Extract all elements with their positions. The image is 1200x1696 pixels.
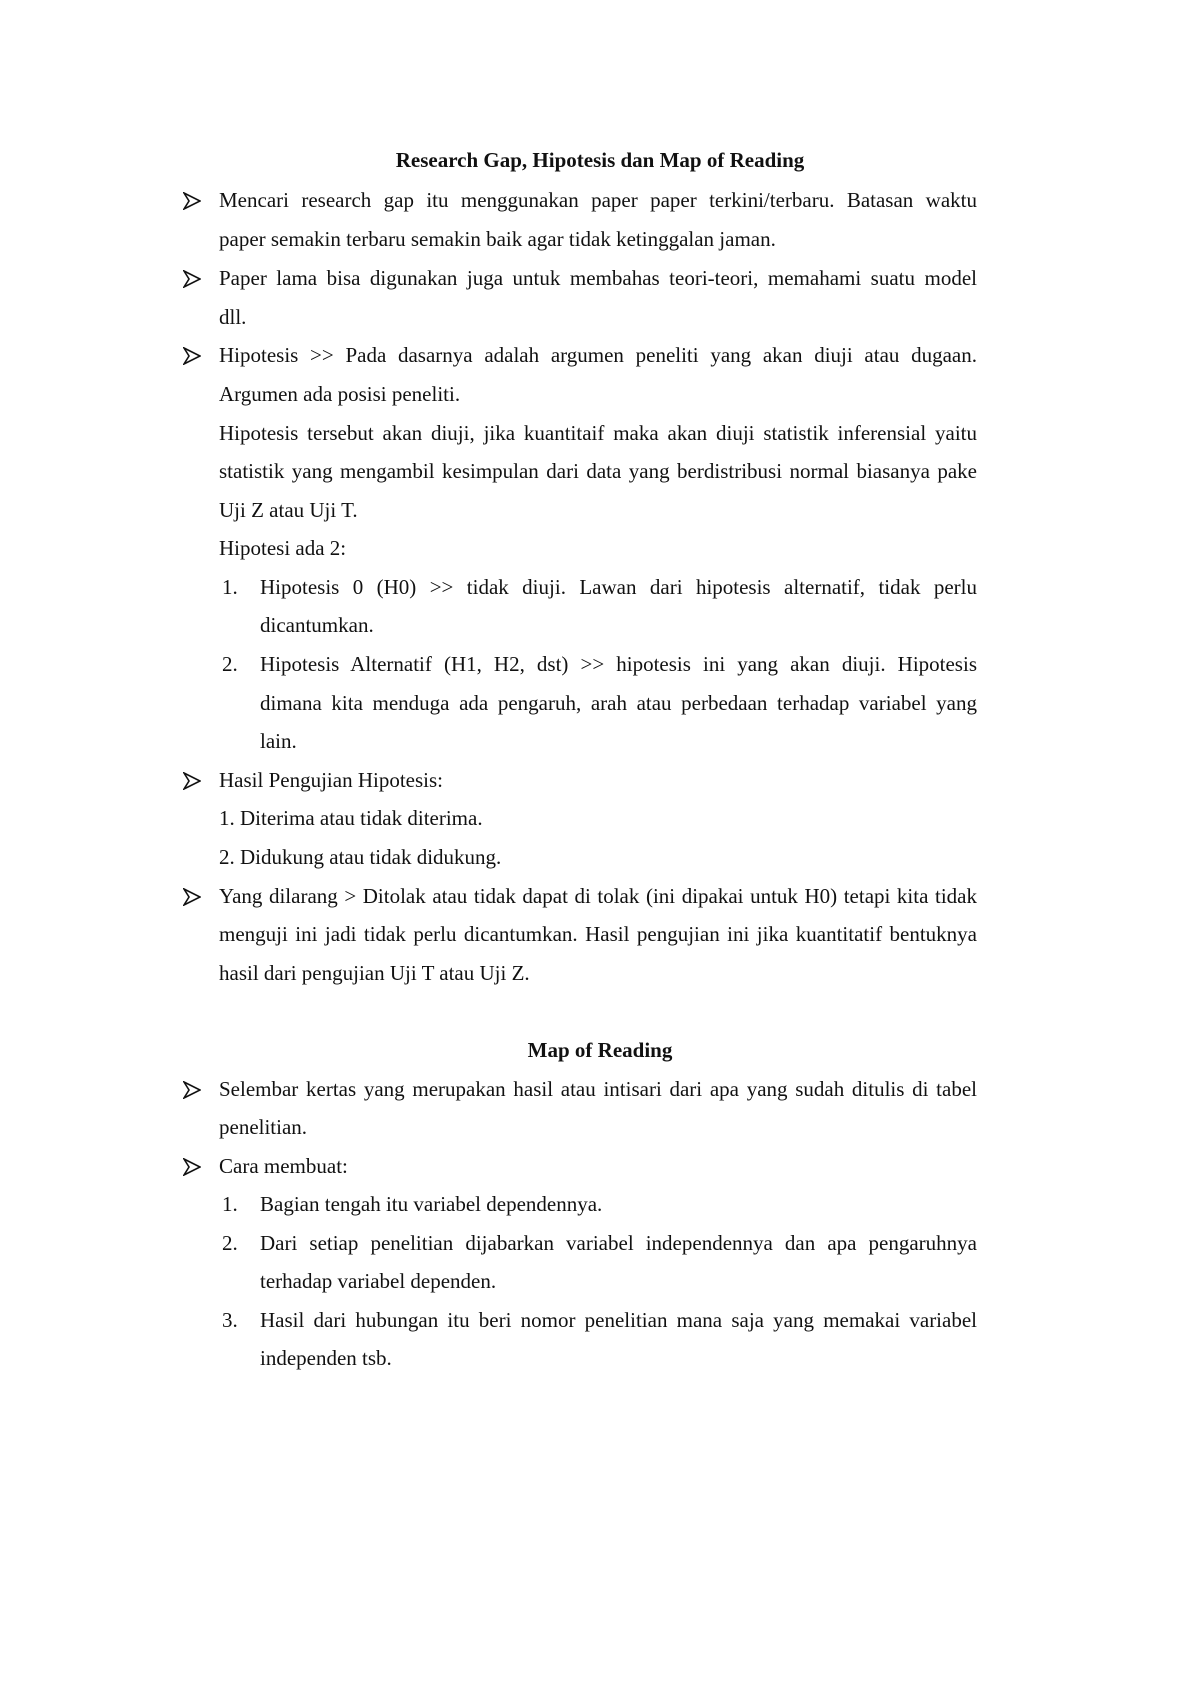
paragraph-line: Hasil Pengujian Hipotesis: [219, 768, 443, 792]
list-item-line: Hasil dari hubungan itu beri nomor penelitian mana saja yang memakai variabel [260, 1308, 977, 1332]
paragraph-line: hasil dari pengujian Uji T atau Uji Z. [219, 961, 530, 985]
list-number: 1. [222, 1192, 238, 1216]
paragraph-line: dll. [219, 305, 247, 329]
list-item-line: terhadap variabel dependen. [260, 1269, 497, 1293]
list-item-line: Hipotesis Alternatif (H1, H2, dst) >> hipotesis ini yang akan diuji. Hipotesis [260, 652, 977, 676]
paragraph-line: menguji ini jadi tidak perlu dicantumkan. Hasil pengujian ini jika kuantitatif bentuknya [219, 922, 977, 946]
list-number: 3. [222, 1308, 238, 1332]
arrow-bullet-icon [183, 270, 201, 288]
paragraph-line: Yang dilarang > Ditolak atau tidak dapat di tolak (ini dipakai untuk H0) tetapi kita tidak [219, 884, 977, 908]
list-number: 2. [222, 1231, 238, 1255]
arrow-bullet-icon [183, 888, 201, 906]
paragraph-line: penelitian. [219, 1115, 308, 1139]
list-item-line: dicantumkan. [260, 613, 374, 637]
arrow-bullet-icon [183, 192, 201, 210]
arrow-bullet-icon [183, 772, 201, 790]
paragraph-line: Hipotesis >> Pada dasarnya adalah argumen peneliti yang akan diuji atau dugaan. [219, 343, 977, 367]
list-item-line: Bagian tengah itu variabel dependennya. [260, 1192, 603, 1216]
list-number: 2. [222, 652, 238, 676]
list-item-line: 1. Diterima atau tidak diterima. [219, 806, 483, 830]
arrow-bullet-icon [183, 1158, 201, 1176]
paragraph-line: Paper lama bisa digunakan juga untuk membahas teori-teori, memahami suatu model [219, 266, 977, 290]
list-item-line: Dari setiap penelitian dijabarkan variabel independennya dan apa pengaruhnya [260, 1231, 977, 1255]
arrow-bullet-icon [183, 347, 201, 365]
list-item-line: Hipotesis 0 (H0) >> tidak diuji. Lawan dari hipotesis alternatif, tidak perlu [260, 575, 977, 599]
list-item-line: dimana kita menduga ada pengaruh, arah atau perbedaan terhadap variabel yang [260, 691, 977, 715]
arrow-bullet-icon [183, 1081, 201, 1099]
page-title: Research Gap, Hipotesis dan Map of Reading [395, 148, 805, 172]
paragraph-line: Cara membuat: [219, 1154, 348, 1178]
paragraph-line: statistik yang mengambil kesimpulan dari data yang berdistribusi normal biasanya pake [219, 459, 977, 483]
paragraph-line: Hipotesi ada 2: [219, 536, 347, 560]
paragraph-line: Mencari research gap itu menggunakan paper paper terkini/terbaru. Batasan waktu [219, 188, 977, 212]
paragraph-line: paper semakin terbaru semakin baik agar tidak ketinggalan jaman. [219, 227, 776, 251]
list-number: 1. [222, 575, 238, 599]
paragraph-line: Selembar kertas yang merupakan hasil atau intisari dari apa yang sudah ditulis di tabel [219, 1077, 977, 1101]
list-item-line: independen tsb. [260, 1346, 392, 1370]
paragraph-line: Hipotesis tersebut akan diuji, jika kuantitaif maka akan diuji statistik inferensial yaitu [219, 421, 977, 445]
section-title: Map of Reading [527, 1038, 673, 1062]
paragraph-line: Uji Z atau Uji T. [219, 498, 358, 522]
list-item-line: lain. [260, 729, 297, 753]
paragraph-line: Argumen ada posisi peneliti. [219, 382, 461, 406]
list-item-line: 2. Didukung atau tidak didukung. [219, 845, 502, 869]
